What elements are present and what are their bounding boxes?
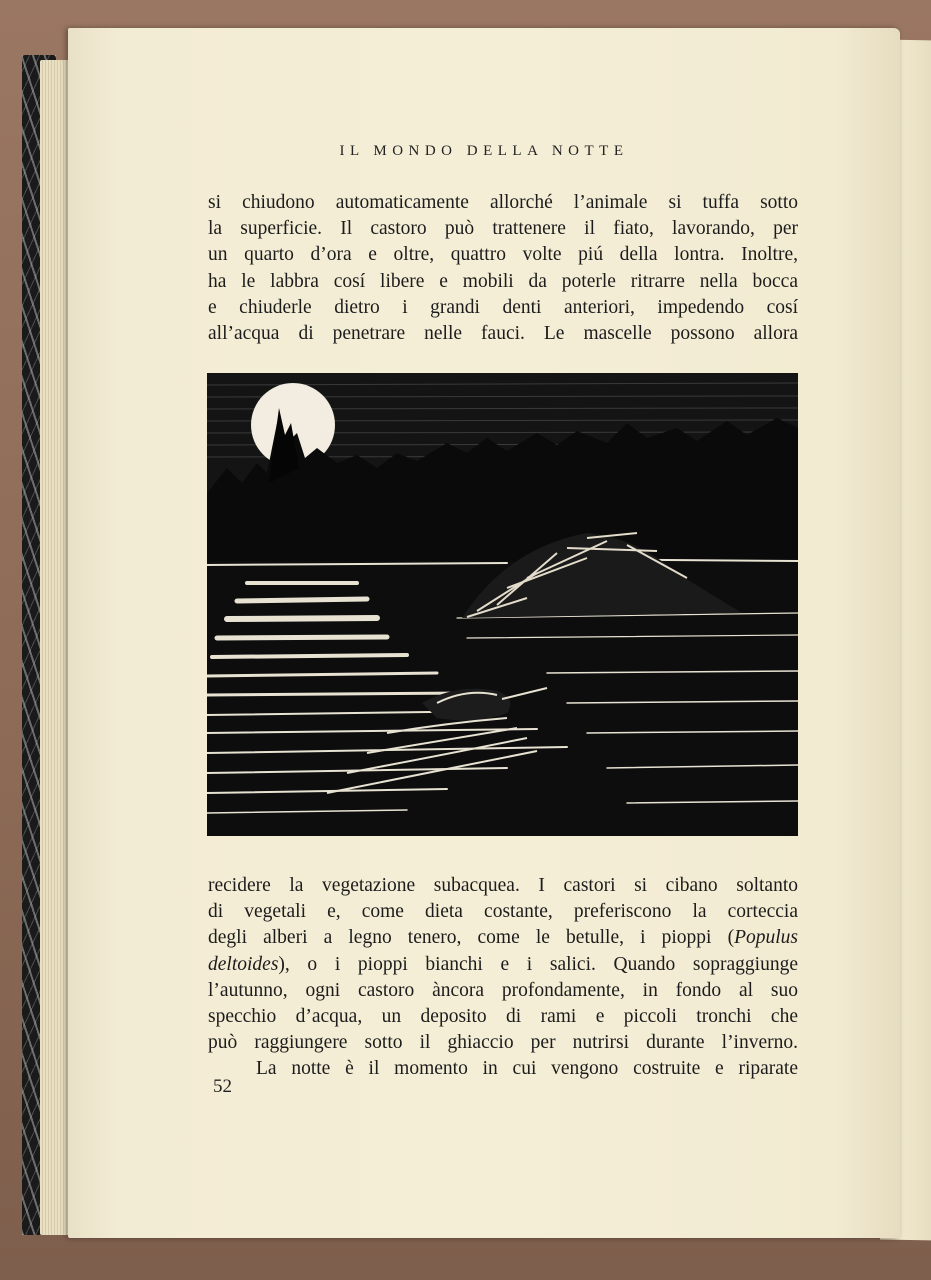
text-line: ha le labbra cosí libere e mobili da poterle ritrarre nella bocca: [208, 270, 798, 292]
book-page: [68, 28, 900, 1238]
page-number: 52: [213, 1076, 232, 1097]
text-line: un quarto d’ora e oltre, quattro volte piú della lontra. Inoltre,: [208, 244, 798, 266]
text-line: specchio d’acqua, un deposito di rami e piccoli tronchi che: [208, 1006, 798, 1028]
text-line: la superficie. Il castoro può trattenere il fiato, lavorando, per: [208, 218, 798, 240]
text-line: e chiuderle dietro i grandi denti anteriori, impedendo cosí: [208, 296, 798, 318]
text-line: all’acqua di penetrare nelle fauci. Le mascelle possono allora: [208, 323, 798, 345]
bottom-paragraph: [208, 873, 798, 1083]
top-paragraph: [208, 190, 798, 347]
text-line: può raggiungere sotto il ghiaccio per nutrirsi durante l’inverno.: [208, 1032, 798, 1054]
text-run: degli alberi a legno tenero, come le betulle, i pioppi (: [208, 927, 735, 949]
night-lake-woodcut: [207, 373, 798, 836]
italic-run: deltoides: [208, 953, 279, 975]
text-line: [208, 925, 798, 951]
text-line: di vegetali e, come dieta costante, preferiscono la corteccia: [208, 901, 798, 923]
running-head: IL MONDO DELLA NOTTE: [339, 143, 629, 159]
next-paragraph-line: La notte è il momento in cui vengono costruite e riparate: [256, 1058, 798, 1080]
text-line: recidere la vegetazione subacquea. I castori si cibano soltanto: [208, 875, 798, 896]
text-line: [208, 952, 798, 978]
woodcut-illustration: [207, 373, 798, 836]
text-run: ), o i pioppi bianchi e i salici. Quando sopraggiunge: [278, 953, 798, 975]
italic-run: Populus: [734, 927, 798, 949]
text-line: l’autunno, ogni castoro àncora profondamente, in fondo al suo: [208, 979, 798, 1001]
text-line: si chiudono automaticamente allorché l’animale si tuffa sotto: [208, 192, 798, 213]
